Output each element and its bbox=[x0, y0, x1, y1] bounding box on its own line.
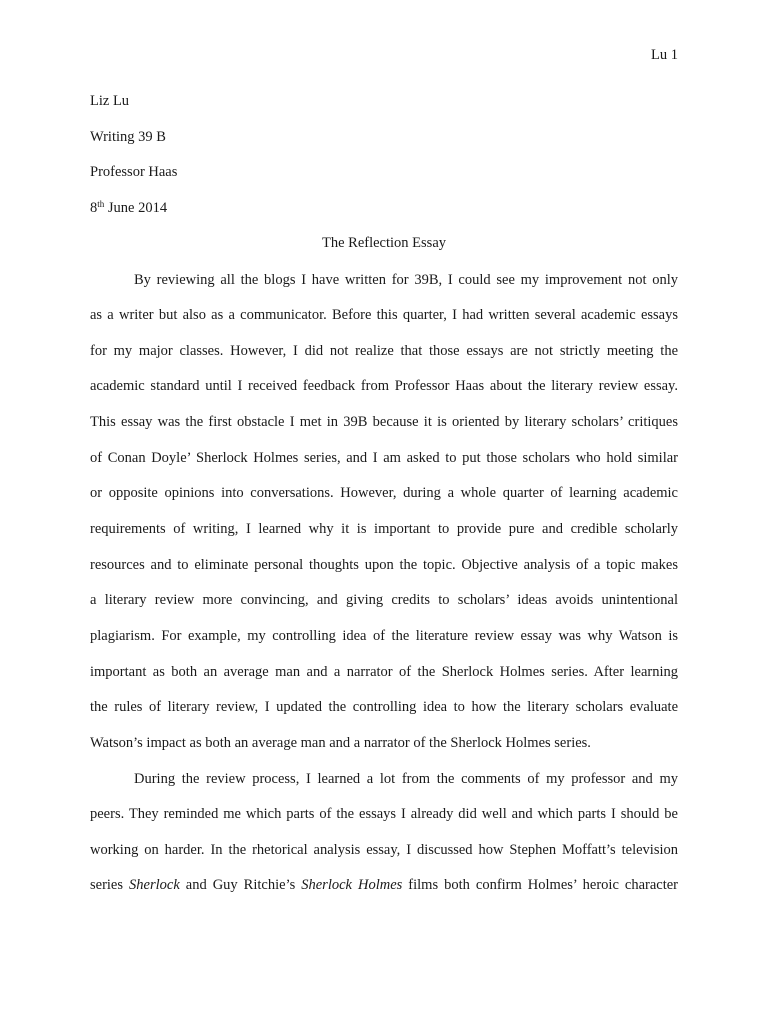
line-text: films both confirm Holmes’ heroic character bbox=[402, 877, 679, 893]
body-line: resources and to eliminate personal thoughts upon the topic. Objective analysis of a topic makes bbox=[90, 557, 678, 573]
italic-title: Sherlock bbox=[129, 877, 180, 893]
body-line: the rules of literary review, I updated the controlling idea to how the literary scholars evaluate bbox=[90, 699, 678, 715]
body-line: of Conan Doyle’ Sherlock Holmes series, and I am asked to put those scholars who hold similar bbox=[90, 450, 678, 466]
date-ordinal: th bbox=[97, 199, 105, 209]
body-line: requirements of writing, I learned why it is important to provide pure and credible scholarly bbox=[90, 521, 678, 537]
body-line: Watson’s impact as both an average man and a narrator of the Sherlock Holmes series. bbox=[90, 735, 591, 751]
essay-date bbox=[90, 200, 167, 217]
body-line: plagiarism. For example, my controlling idea of the literature review essay was why Watson is bbox=[90, 628, 678, 644]
date-day: 8 bbox=[90, 200, 98, 216]
body-line: This essay was the first obstacle I met in 39B because it is oriented by literary scholars’ critiques bbox=[90, 414, 678, 430]
body-line: as a writer but also as a communicator. Before this quarter, I had written several academic essays bbox=[90, 307, 678, 323]
course-name: Writing 39 B bbox=[90, 129, 166, 145]
page-header: Lu 1 bbox=[651, 47, 678, 63]
line-text: series bbox=[90, 877, 130, 893]
body-line: working on harder. In the rhetorical analysis essay, I discussed how Stephen Moffatt’s television bbox=[90, 842, 678, 858]
body-line: academic standard until I received feedback from Professor Haas about the literary review essay. bbox=[90, 378, 678, 394]
line-text: and Guy Ritchie’s bbox=[179, 877, 302, 893]
professor-name: Professor Haas bbox=[90, 164, 178, 180]
italic-title: Sherlock Holmes bbox=[301, 877, 403, 893]
date-month-year: June 2014 bbox=[104, 200, 168, 216]
body-line: peers. They reminded me which parts of the essays I already did well and which parts I should be bbox=[90, 806, 678, 822]
body-line: a literary review more convincing, and giving credits to scholars’ ideas avoids unintentional bbox=[90, 592, 678, 608]
body-line: or opposite opinions into conversations. However, during a whole quarter of learning academic bbox=[90, 485, 678, 501]
essay-title: The Reflection Essay bbox=[321, 235, 446, 251]
body-line: for my major classes. However, I did not realize that those essays are not strictly meeting the bbox=[90, 343, 678, 359]
body-line: important as both an average man and a narrator of the Sherlock Holmes series. After learning bbox=[90, 664, 678, 680]
author-name: Liz Lu bbox=[90, 93, 130, 109]
body-line: By reviewing all the blogs I have written for 39B, I could see my improvement not only bbox=[134, 272, 678, 288]
body-line-italic-titles bbox=[90, 877, 678, 894]
body-line: During the review process, I learned a lot from the comments of my professor and my bbox=[134, 771, 678, 787]
